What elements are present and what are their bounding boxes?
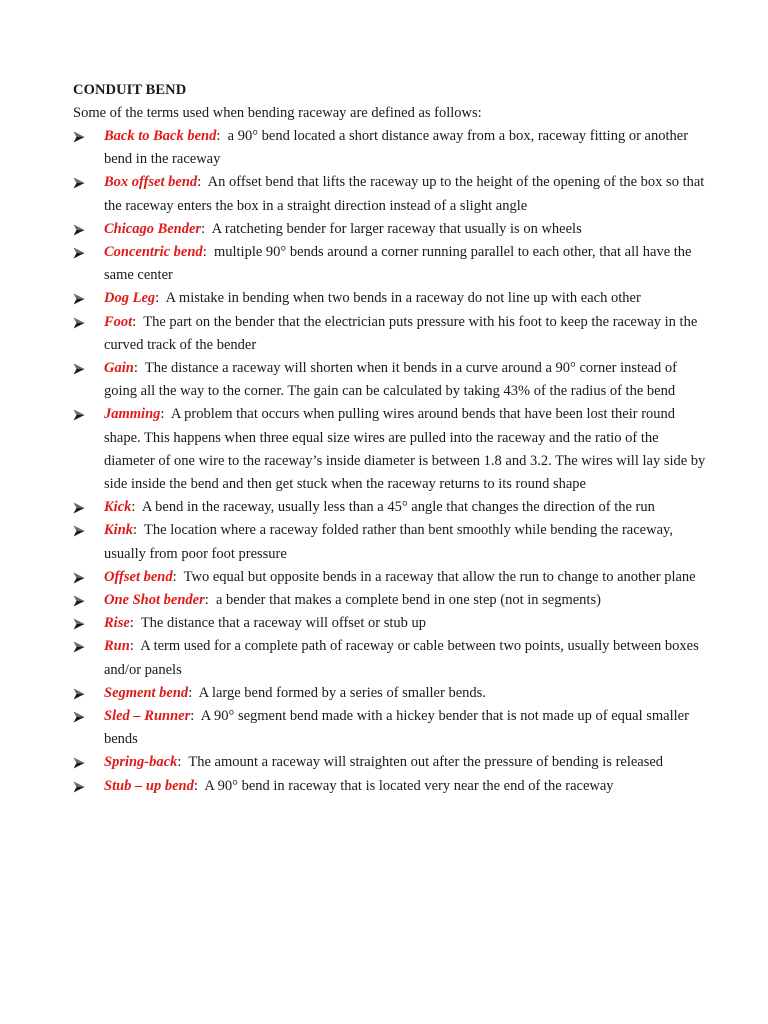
term-name: Spring-back bbox=[104, 754, 178, 771]
term-item bbox=[73, 311, 708, 357]
term-definition: a 90° bend located a short distance away from a box, raceway fitting or another bend in the raceway bbox=[104, 128, 689, 168]
term-item bbox=[73, 171, 708, 217]
term-colon: : bbox=[202, 244, 207, 261]
term-name: Stub – up bend bbox=[104, 777, 194, 794]
term-name: Jamming bbox=[104, 406, 161, 423]
arrow-bullet-icon bbox=[73, 688, 85, 700]
arrow-bullet-icon bbox=[73, 618, 85, 630]
term-item bbox=[73, 218, 708, 241]
term-colon: : bbox=[193, 777, 198, 794]
term-list bbox=[73, 125, 708, 798]
arrow-bullet-icon bbox=[73, 317, 85, 329]
term-definition: A term used for a complete path of raceway or cable between two points, usually between boxes and/or panels bbox=[104, 638, 699, 678]
term-definition: The distance that a raceway will offset or stub up bbox=[140, 615, 427, 632]
arrow-bullet-icon bbox=[73, 224, 85, 236]
term-item bbox=[73, 705, 708, 751]
term-colon: : bbox=[155, 290, 160, 307]
term-item bbox=[73, 775, 708, 798]
term-name: Foot bbox=[104, 313, 133, 330]
term-definition: Two equal but opposite bends in a raceway that allow the run to change to another plane bbox=[183, 568, 696, 585]
term-item bbox=[73, 241, 708, 287]
term-colon: : bbox=[129, 638, 134, 655]
term-colon: : bbox=[190, 708, 195, 725]
intro-text: Some of the terms used when bending raceway are defined as follows: bbox=[73, 105, 482, 121]
term-name: Dog Leg bbox=[104, 290, 156, 307]
term-definition: A bend in the raceway, usually less than a 45° angle that changes the direction of the run bbox=[141, 499, 655, 516]
arrow-bullet-icon bbox=[73, 572, 85, 584]
arrow-bullet-icon bbox=[73, 711, 85, 723]
term-name: Segment bend bbox=[104, 684, 189, 701]
arrow-bullet-icon bbox=[73, 177, 85, 189]
term-colon: : bbox=[131, 499, 136, 516]
term-name: Kink bbox=[104, 522, 134, 539]
term-name: One Shot bender bbox=[104, 592, 205, 609]
term-name: Rise bbox=[104, 615, 130, 632]
term-colon: : bbox=[133, 522, 138, 539]
term-item bbox=[73, 125, 708, 171]
term-colon: : bbox=[129, 615, 134, 632]
term-item bbox=[73, 496, 708, 519]
term-name: Back to Back bend bbox=[104, 128, 217, 144]
term-name: Kick bbox=[104, 499, 132, 516]
arrow-bullet-icon bbox=[73, 409, 85, 421]
arrow-bullet-icon bbox=[73, 363, 85, 375]
term-name: Box offset bend bbox=[104, 174, 198, 191]
term-colon: : bbox=[133, 360, 138, 377]
term-item bbox=[73, 287, 708, 310]
term-item bbox=[73, 751, 708, 774]
arrow-bullet-icon bbox=[73, 595, 85, 607]
term-colon: : bbox=[201, 220, 206, 237]
arrow-bullet-icon bbox=[73, 131, 85, 143]
term-item bbox=[73, 357, 708, 403]
arrow-bullet-icon bbox=[73, 757, 85, 769]
term-definition: multiple 90° bends around a corner running parallel to each other, that all have the same center bbox=[104, 244, 692, 284]
term-name: Offset bend bbox=[104, 568, 173, 585]
arrow-bullet-icon bbox=[73, 525, 85, 537]
document-title: CONDUIT BEND bbox=[73, 82, 187, 98]
term-definition: A problem that occurs when pulling wires around bends that have been lost their round shape. This happens when three equal size wires are pulled into the raceway and the ratio of the diameter of one wire to the raceway’s inside diameter is between 1.8 and 3.2. The wires will lay side by side inside the bend and then get stuck when the raceway returns to its round shape bbox=[104, 406, 706, 493]
arrow-bullet-icon bbox=[73, 293, 85, 305]
term-name: Concentric bend bbox=[104, 244, 203, 261]
term-colon: : bbox=[197, 174, 202, 191]
term-definition: A mistake in bending when two bends in a raceway do not line up with each other bbox=[165, 290, 641, 307]
arrow-bullet-icon bbox=[73, 781, 85, 793]
term-definition: A ratcheting bender for larger raceway that usually is on wheels bbox=[211, 220, 582, 237]
term-definition: a bender that makes a complete bend in one step (not in segments) bbox=[216, 592, 601, 609]
term-colon: : bbox=[216, 128, 221, 144]
term-item bbox=[73, 519, 708, 565]
term-item bbox=[73, 635, 708, 681]
term-item bbox=[73, 612, 708, 635]
term-name: Run bbox=[104, 638, 130, 655]
term-definition: A 90° segment bend made with a hickey bender that is not made up of equal smaller bends bbox=[104, 708, 689, 748]
term-name: Chicago Bender bbox=[104, 220, 202, 237]
term-colon: : bbox=[172, 568, 177, 585]
term-definition: The amount a raceway will straighten out after the pressure of bending is released bbox=[188, 754, 664, 771]
term-definition: An offset bend that lifts the raceway up to the height of the opening of the box so that the raceway enters the box in a straight direction instead of a slight angle bbox=[104, 174, 705, 214]
term-item bbox=[73, 566, 708, 589]
term-colon: : bbox=[188, 684, 193, 701]
term-colon: : bbox=[177, 754, 182, 771]
arrow-bullet-icon bbox=[73, 641, 85, 653]
term-definition: A large bend formed by a series of smaller bends. bbox=[198, 684, 486, 701]
term-name: Sled – Runner bbox=[104, 708, 191, 725]
term-colon: : bbox=[160, 406, 165, 423]
arrow-bullet-icon bbox=[73, 247, 85, 259]
term-item bbox=[73, 403, 708, 496]
term-colon: : bbox=[204, 592, 209, 609]
term-name: Gain bbox=[104, 360, 134, 377]
term-definition: The location where a raceway folded rather than bent smoothly while bending the raceway, usually from poor foot pressure bbox=[104, 522, 673, 562]
arrow-bullet-icon bbox=[73, 502, 85, 514]
term-item bbox=[73, 589, 708, 612]
term-definition: The part on the bender that the electrician puts pressure with his foot to keep the raceway in the curved track of the bender bbox=[104, 313, 698, 353]
term-definition: The distance a raceway will shorten when it bends in a curve around a 90° corner instead of going all the way to the corner. The gain can be calculated by taking 43% of the radius of the bend bbox=[104, 360, 677, 400]
term-item bbox=[73, 682, 708, 705]
term-colon: : bbox=[132, 313, 137, 330]
term-definition: A 90° bend in raceway that is located very near the end of the raceway bbox=[204, 777, 614, 794]
